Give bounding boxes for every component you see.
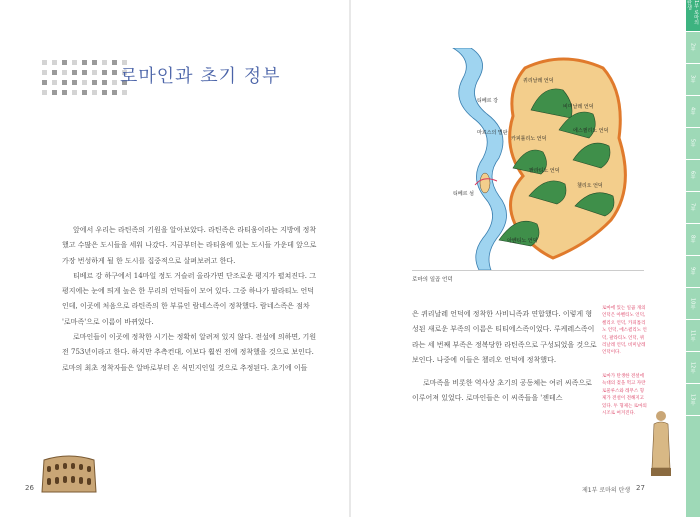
label-capitoline: 카피톨리노 언덕: [511, 136, 547, 142]
book-spine: [349, 0, 351, 517]
label-caelian: 첼리오 언덕: [577, 183, 603, 189]
chapter-tab-sidebar: [686, 0, 700, 517]
side-note: 로마에 있는 일곱 개의 언덕은 아벤티노 언덕, 첼리오 언덕, 카피톨리노 언덕, 에스퀼리노 언덕, 팔라티노 언덕, 퀴리날레 언덕, 비미날레 언덕이다.: [602, 306, 647, 356]
sidebar-tab[interactable]: 8부: [686, 224, 700, 256]
sidebar-tab[interactable]: 5부: [686, 128, 700, 160]
paragraph: 티베르 강 하구에서 14마일 정도 거슬러 올라가면 단조로운 평지가 펼쳐진다. 그 평지에는 눈에 띄게 높은 한 무리의 언덕들이 모여 있다. 그중 하나가 팔라티노 언덕인데, 이곳에 처음으로 라틴족의 한 부류인 람네스족이 정착했다. 람네스족은 점차 '로마족'으로 이름이 바뀌었다.: [62, 271, 317, 326]
label-quirinal: 퀴리날레 언덕: [523, 78, 554, 84]
sidebar-tab[interactable]: 9부: [686, 256, 700, 288]
seven-hills-map: [413, 48, 645, 270]
left-body-text: [62, 223, 320, 376]
sidebar-tab[interactable]: 11부: [686, 320, 700, 352]
paragraph: 은 퀴리날레 언덕에 정착한 사비니족과 연합했다. 이렇게 형성된 새로운 부족의 이름은 티티에스족이었다. 루케레스족이라는 세 번째 부족은 정복당한 라틴족으로 구성되었을 것으로 보인다. 나중에 이들은 첼리오 언덕에 정착했다.: [412, 310, 597, 364]
sidebar-tab[interactable]: 13부: [686, 384, 700, 416]
page-number-right: 27: [636, 484, 645, 492]
map-caption: 로마의 일곱 언덕: [412, 277, 453, 283]
decorative-dot-grid: [42, 60, 129, 97]
sidebar-tab[interactable]: 7부: [686, 192, 700, 224]
chapter-title: 로마인과 초기 정부: [120, 66, 281, 87]
label-river: 티베르 강: [477, 98, 498, 104]
sidebar-tab[interactable]: 12부: [686, 352, 700, 384]
label-palatine: 팔라티노 언덕: [529, 168, 560, 174]
label-aventine: 아벤티노 언덕: [507, 238, 538, 244]
label-field: 마르스의 벌판: [477, 130, 508, 136]
tiber-island: [480, 173, 490, 193]
sidebar-tab[interactable]: 2부: [686, 32, 700, 64]
side-note: 로마가 탄생한 전설에 늑대의 젖을 먹고 자란 로물루스와 레무스 형제가 전설이 전해지고 있다. 두 형제는 로마의 시조로 여겨진다.: [602, 374, 647, 417]
label-island: 티베르 섬: [453, 191, 474, 197]
footer-part-label: 제1부 로마의 탄생: [582, 487, 631, 494]
page-number-left: 26: [25, 484, 34, 492]
colosseum-illustration: [40, 452, 98, 496]
sidebar-tab[interactable]: 10부: [686, 288, 700, 320]
sidebar-tab[interactable]: 1부 로마의 탄생: [686, 0, 700, 32]
roman-statue-illustration: [650, 408, 672, 478]
paragraph: 로마족을 비롯한 역사상 초기의 공동체는 여러 씨족으로 이루어져 있었다. 로마인들은 이 씨족들을 '젠테스: [412, 379, 592, 403]
sidebar-tab[interactable]: 4부: [686, 96, 700, 128]
caption-rule: [412, 270, 644, 271]
label-viminal: 비미날레 언덕: [563, 104, 594, 110]
right-body-text: [412, 307, 598, 407]
label-esquiline: 에스퀼리노 언덕: [573, 128, 609, 134]
sidebar-tab[interactable]: 3부: [686, 64, 700, 96]
paragraph: 로마인들이 이곳에 정착한 시기는 정확히 알려져 있지 않다. 전설에 의하면, 기원전 753년이라고 한다. 하지만 추측컨대, 이보다 훨씬 전에 정착했을 것으로 보인다. 로마의 최초 정착자들은 알바로부터 온 식민지인일 것으로 추정된다. 초기에 이들: [62, 333, 317, 372]
sidebar-tab[interactable]: 6부: [686, 160, 700, 192]
paragraph: 앞에서 우리는 라틴족의 기원을 알아보았다. 라틴족은 라티움이라는 지방에 정착했고 수많은 도시들을 세워 나갔다. 지금부터는 라티움에 있는 도시들 가운데 앞으로 가장 번성하게 될 한 도시를 집중적으로 살펴보려고 한다.: [62, 226, 317, 265]
